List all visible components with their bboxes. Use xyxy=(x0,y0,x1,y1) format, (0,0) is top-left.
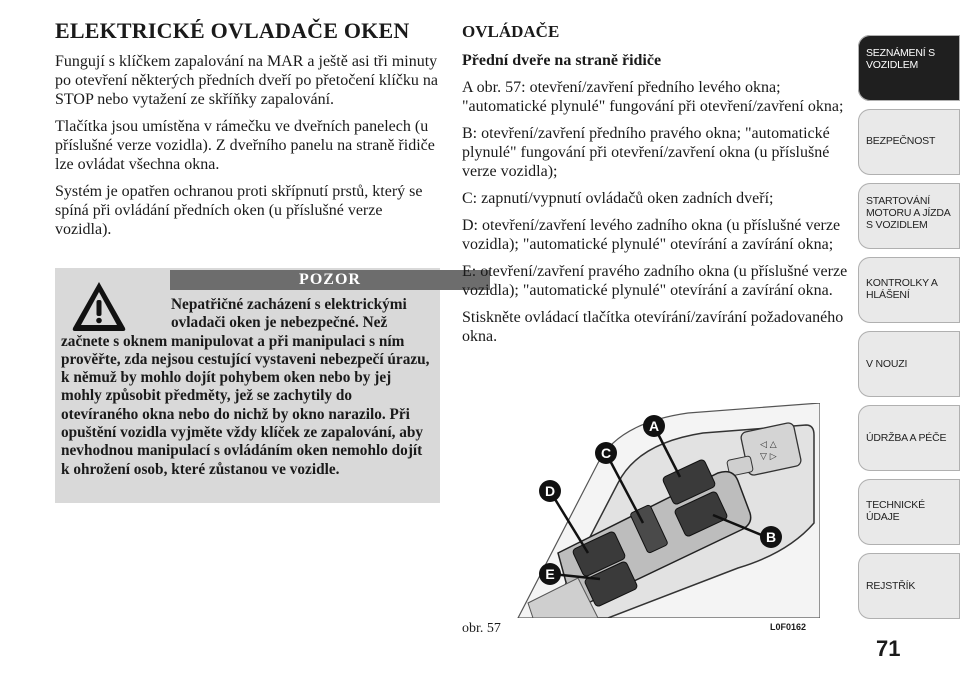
svg-text:D: D xyxy=(544,483,556,499)
tab-label: REJSTŘÍK xyxy=(866,580,916,592)
item-a: A obr. 57: otevření/zavření předního levého okna; "automatické plynulé" fungování při otevření/zavření okna; xyxy=(462,79,844,115)
callout-c xyxy=(595,442,617,464)
item-b: B: otevření/zavření předního pravého okna; "automatické plynulé" fungování při otevření/zavření okna (u příslušné verze vozidla); xyxy=(462,125,830,180)
tab-technicke-udaje[interactable] xyxy=(858,479,960,545)
tab-v-nouzi[interactable] xyxy=(858,331,960,397)
door-panel-illustration xyxy=(488,403,820,618)
svg-text:▽ ▷: ▽ ▷ xyxy=(760,452,777,462)
tab-label: STARTOVÁNÍ MOTORU A JÍZDA S VOZIDLEM xyxy=(866,195,951,231)
tab-label: V NOUZI xyxy=(866,358,908,370)
section-title: OVLÁDAČE xyxy=(462,22,560,41)
right-column xyxy=(462,22,852,354)
tab-udrzba[interactable] xyxy=(858,405,960,471)
paragraph-3: Systém je opatřen ochranou proti skřípnutí prstů, který se spíná při ovládání předních oken (u příslušné verze vozidla). xyxy=(55,183,423,238)
svg-text:B: B xyxy=(765,529,777,545)
icon-spacer xyxy=(61,296,171,332)
svg-text:C: C xyxy=(600,445,612,461)
svg-text:◁ △: ◁ △ xyxy=(760,440,777,450)
tab-rejstrik[interactable] xyxy=(858,553,960,619)
warning-box xyxy=(55,268,440,503)
callout-a xyxy=(643,415,665,437)
subsection-title: Přední dveře na straně řidiče xyxy=(462,52,662,69)
svg-text:E: E xyxy=(545,566,555,582)
warning-text: Nepatřičné zacházení s elektrickými ovladači oken je nebezpečné. Než začnete s oknem manipulovat a při manipulaci s ním prověřte, zda nejsou cestující vystaveni nebezpečí úrazu, k němuž by mohlo dojít pohybem oken nebo by jej mohly způsobit předměty, jež se zachytily do otevíraného okna nebo do nichž by okno narazilo. Při opuštění vozidla vyjměte vždy klíček ze zapalování, aby nevhodnou manipulací s ovládáním oken nemohlo dojít k ohrožení osob, které zůstanou ve vozidle. xyxy=(61,296,430,478)
callout-b xyxy=(760,526,782,548)
figure-code: L0F0162 xyxy=(770,622,807,632)
item-c: C: zapnutí/vypnutí ovládačů oken zadních dveří; xyxy=(462,190,774,207)
window-switch-figure xyxy=(488,403,820,618)
svg-text:A: A xyxy=(648,418,660,434)
tab-label: SEZNÁMENÍ S VOZIDLEM xyxy=(866,47,935,71)
paragraph-2: Tlačítka jsou umístěna v rámečku ve dveřních panelech (u příslušné verze vozidla). Z dveřního panelu na straně řidiče lze ovládat všechna okna. xyxy=(55,118,435,173)
tab-label: TECHNICKÉ ÚDAJE xyxy=(866,499,925,523)
item-e: E: otevření/zavření pravého zadního okna (u příslušné verze vozidla); "automatické plynulé" otevírání a zavírání okna. xyxy=(462,263,848,299)
warning-text-block xyxy=(61,296,433,479)
tab-seznameni[interactable] xyxy=(858,35,960,101)
tab-kontrolky[interactable] xyxy=(858,257,960,323)
callout-d xyxy=(539,480,561,502)
figure-caption: obr. 57 xyxy=(462,621,501,636)
instruction: Stiskněte ovládací tlačítka otevírání/zavírání požadovaného okna. xyxy=(462,309,844,345)
callout-e xyxy=(539,563,561,585)
left-column xyxy=(55,18,440,247)
page-number: 71 xyxy=(876,636,901,661)
tab-label: BEZPEČNOST xyxy=(866,135,936,147)
tab-bezpecnost[interactable] xyxy=(858,109,960,175)
tab-label: ÚDRŽBA A PÉČE xyxy=(866,432,947,444)
tab-startovani[interactable] xyxy=(858,183,960,249)
page-title: ELEKTRICKÉ OVLADAČE OKEN xyxy=(55,18,410,43)
tab-label: KONTROLKY A HLÁŠENÍ xyxy=(866,277,938,301)
paragraph-1: Fungují s klíčkem zapalování na MAR a ještě asi tři minuty po otevření některých předních dveří po přetočení klíčku na STOP nebo vytažení ze skříňky zapalování. xyxy=(55,53,438,108)
warning-heading: POZOR xyxy=(170,270,490,290)
item-d: D: otevření/zavření levého zadního okna (u příslušné verze vozidla); "automatické plynulé" otevírání a zavírání okna; xyxy=(462,217,841,253)
